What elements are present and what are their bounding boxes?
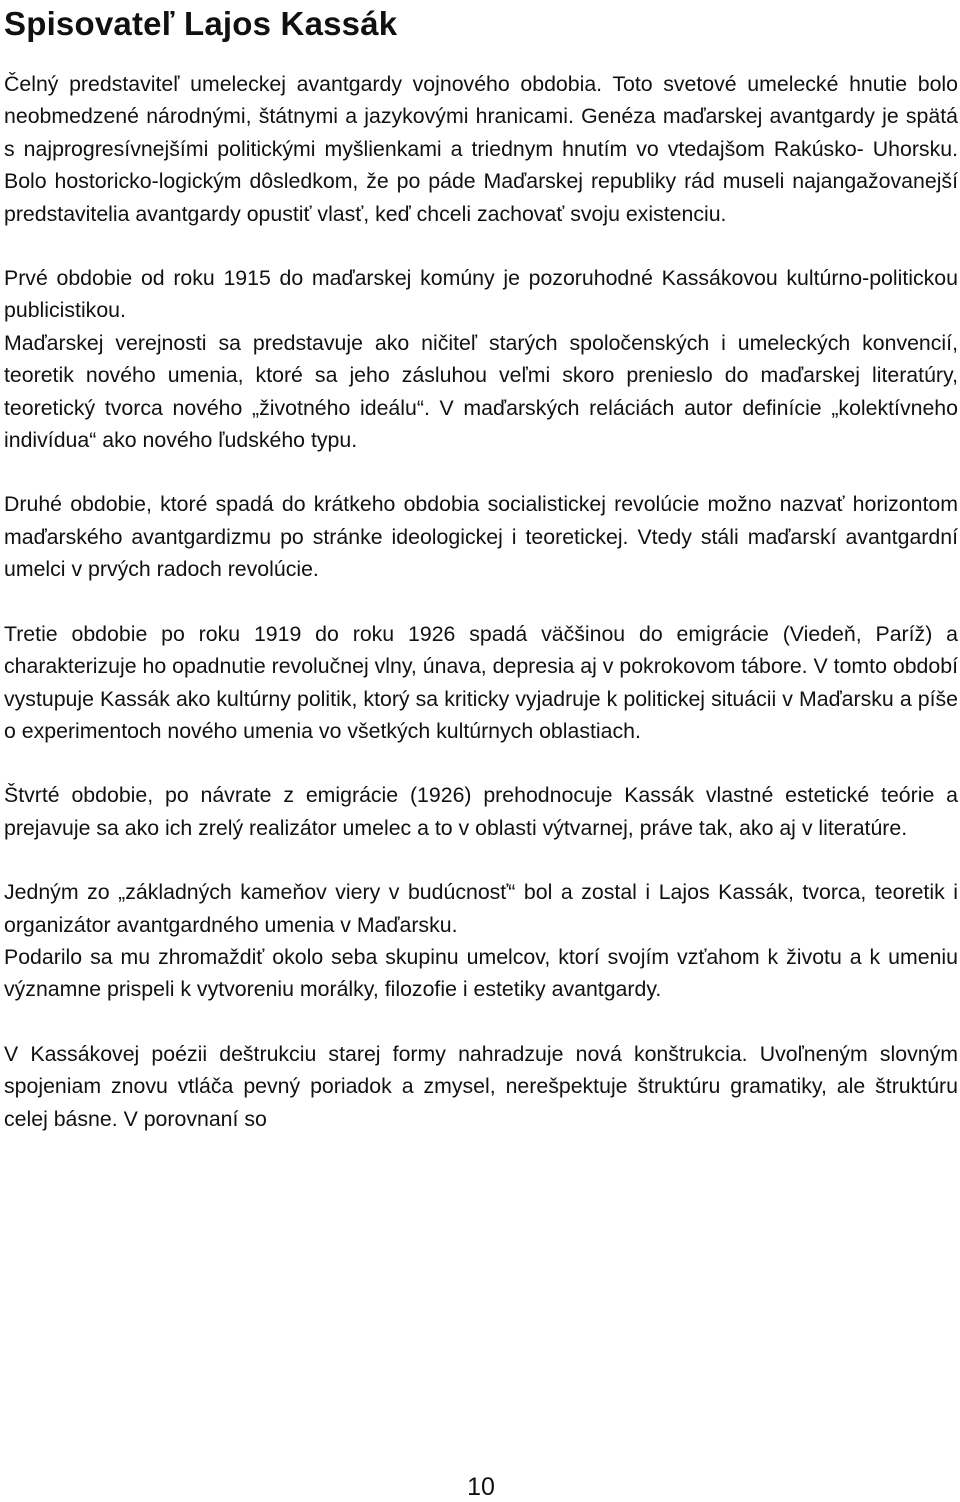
document-body: [4, 68, 958, 1135]
paragraph-circle-of-artists: Podarilo sa mu zhromaždiť okolo seba skupinu umelcov, ktorí svojím vzťahom k životu a k umeniu významne prispeli k vytvoreniu morálky, filozofie i estetiky avantgardy.: [4, 944, 958, 1002]
page-number: 10: [467, 1473, 495, 1501]
paragraph-fourth-period: Štvrté obdobie, po návrate z emigrácie (1926) prehodnocuje Kassák vlastné estetické teórie a prejavuje sa ako ich zrelý realizátor umelec a to v oblasti výtvarnej, práve tak, ako aj v literatúre.: [4, 783, 958, 840]
document-page: [4, 0, 958, 1499]
document-title: Spisovateľ Lajos Kassák: [4, 5, 398, 42]
paragraph-first-period: Prvé obdobie od roku 1915 do maďarskej komúny je pozoruhodné Kassákovou kultúrno-politickou publicistikou.: [4, 266, 958, 323]
paragraph-second-period: Druhé obdobie, ktoré spadá do krátkeho obdobia socialistickej revolúcie možno nazvať horizontom maďarského avantgardizmu po stránke ideologickej i teoretickej. Vtedy stáli maďarskí avantgardní umelci v prvých radoch revolúcie.: [4, 492, 958, 582]
paragraph-poetry: V Kassákovej poézii deštrukciu starej formy nahradzuje nová konštrukcia. Uvoľneným slovným spojeniam znovu vtláča pevný poriadok a zmysel, nerešpektuje štruktúru gramatiky, ale štruktúru celej básne. V porovnaní so: [4, 1041, 958, 1131]
paragraph-first-period-detail: Maďarskej verejnosti sa predstavuje ako ničiteľ starých spoločenských i umeleckých konvencií, teoretik nového umenia, ktoré sa jeho zásluhou veľmi skoro prenieslo do maďarskej literatúry, teoretický tvorca nového „životného ideálu“. V maďarských reláciách autor definície „kolektívneho indivídua“ ako nového ľudského typu.: [4, 330, 958, 453]
paragraph-gap: [4, 747, 958, 779]
paragraph-third-period: Tretie obdobie po roku 1919 do roku 1926 spadá väčšinou do emigrácie (Viedeň, Paríž) a charakterizuje ho opadnutie revolučnej vlny, únava, depresia aj v pokrokovom tábore. V tomto období vystupuje Kassák ako kultúrny politik, ktorý sa kriticky vyjadruje k politickej situácii v Maďarsku a píše o experimentoch nového umenia vo všetkých kultúrnych oblastiach.: [4, 621, 958, 743]
paragraph-gap: [4, 586, 958, 618]
paragraph-cornerstone: Jedným zo „základných kameňov viery v budúcnosť“ bol a zostal i Lajos Kassák, tvorca, teoretik i organizátor avantgardného umenia v Maďarsku.: [4, 880, 958, 937]
paragraph-gap: [4, 456, 958, 488]
paragraph-intro: Čelný predstaviteľ umeleckej avantgardy vojnového obdobia. Toto svetové umelecké hnutie bolo neobmedzené národnými, štátnymi a jazykovými hranicami. Genéza maďarskej avantgardy je spätá s najprogresívnejšími politickými myšlienkami a triednym hnutím vo vtedajšom Rakúsko- Uhorsku. Bolo hostoricko-logickým dôsledkom, že po páde Maďarskej republiky rád museli najangažovanejší predstavitelia avantgardy opustiť vlasť, keď chceli zachovať svoju existenciu.: [4, 72, 958, 226]
paragraph-gap: [4, 1006, 958, 1038]
paragraph-gap: [4, 844, 958, 876]
paragraph-gap: [4, 230, 958, 262]
